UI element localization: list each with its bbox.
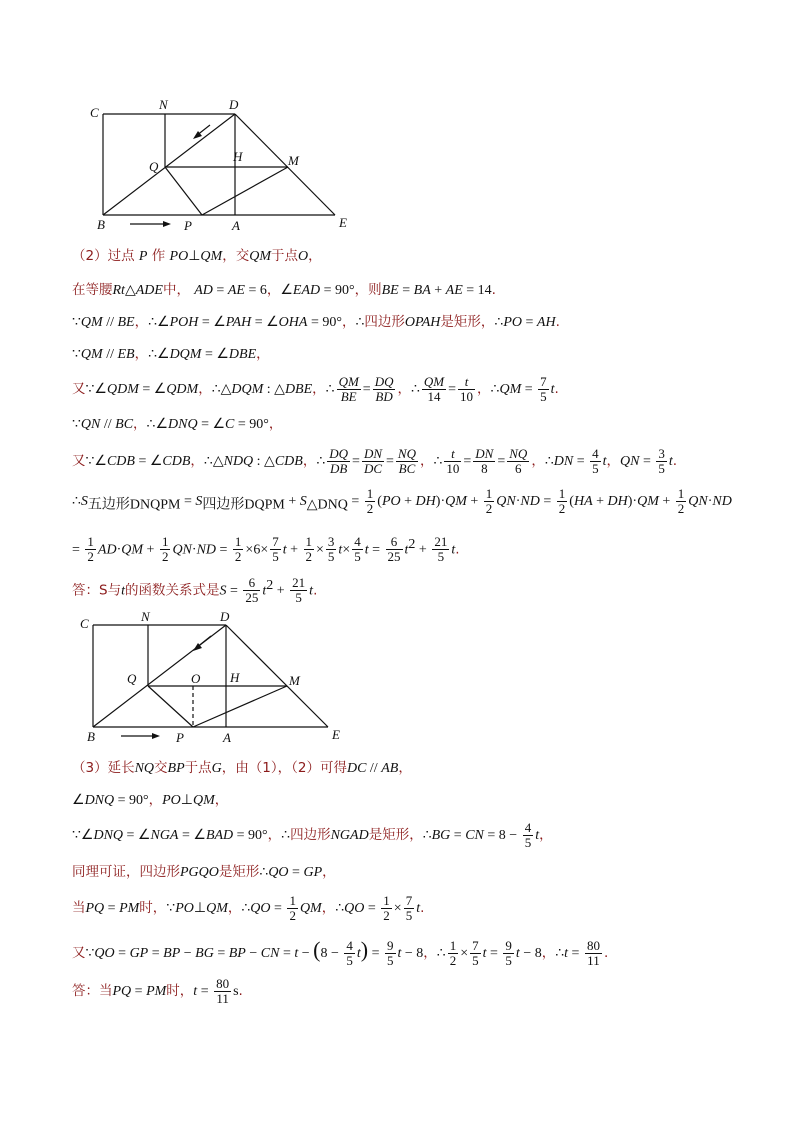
label-Q: Q (149, 159, 159, 174)
part3-line2: ∠DNQ = 90°，PO⊥QM， (72, 792, 229, 808)
label-P: P (176, 730, 184, 745)
label-A: A (223, 730, 231, 745)
part3-line3: ∵∠DNQ = ∠NGA = ∠BAD = 90°，∴四边形NGAD是矩形，∴BG = CN = 8 − $\frac{4}{5}$ t， (72, 819, 553, 850)
part2-line5: 又∵∠QDM = ∠QDM，∴△DQM : △DBE，∴ $\frac{QM}{BE}$ = $\frac{DQ}{BD}$ ，∴ $\frac{QM}{14}$ = $\frac{t}{10}$ ，∴QM = $\frac{7}{5}$ t. (72, 373, 559, 404)
label-E: E (332, 727, 340, 742)
label-E: E (339, 215, 347, 230)
label-H: H (233, 149, 243, 164)
label-D: D (220, 609, 230, 624)
label-H: H (230, 670, 240, 685)
label-B: B (87, 729, 95, 744)
part2-line7: 又∵∠CDB = ∠CDB，∴△NDQ : △CDB，∴ $\frac{DQ}{DB}$ = $\frac{DN}{DC}$ = $\frac{NQ}{BC}$ ，∴ $\frac{t}{10}$ = $\frac{DN}{8}$ = $\frac{NQ}{6}$ ，∴DN = $\frac{4}{5}$ t，QN = $\frac{3}{5}$ t. (72, 445, 678, 476)
part2-answer: 答：S与t的函数关系式是S = $\frac{6}{25}$ $t^2$ + $\frac{21}{5}$ t. (72, 575, 318, 605)
part3-line1: （3）延长NQ交BP于点G，由（1），（2）可得DC // AB， (72, 760, 412, 776)
label-M: M (289, 673, 300, 688)
label-P: P (184, 218, 192, 233)
part3-line5: 当PQ = PM时，∵PO⊥QM，∴QO = $\frac{1}{2}$ QM，∴QO = $\frac{1}{2}$ × $\frac{7}{5}$ t. (72, 892, 425, 923)
part2-line1: （2）过点 P 作 PO⊥QM，交QM于点O， (72, 248, 322, 264)
part2-line6: ∵QN // BC，∴∠DNQ = ∠C = 90°， (72, 416, 283, 432)
part2-line2: 在等腰Rt△ADE中， AD = AE = 6，∠EAD = 90°，则BE = BA + AE = 14. (72, 282, 496, 298)
label-D: D (229, 97, 239, 112)
label-M: M (288, 153, 299, 168)
figure-1 (80, 95, 370, 235)
label-A: A (232, 218, 240, 233)
part3-line4: 同理可证，四边形PGQO是矩形∴QO = GP， (72, 864, 336, 880)
part3-answer: 答：当PQ = PM时，t = $\frac{80}{11}$ s. (72, 975, 243, 1006)
figure-1-svg (80, 95, 370, 235)
label-Q: Q (127, 671, 137, 686)
part2-line8: $\therefore S_{五边形DNQPM} = S_{四边形DQPM} + S_{\triangle DNQ}$ = $\frac{1}{2}$ (PO + DH)·QM + $\frac{1}{2}$ QN·ND = $\frac{1}{2}$ (HA + DH)·QM + $\frac{1}{2}$ QN·ND (72, 485, 732, 516)
part2-line4: ∵QM // EB，∴∠DQM = ∠DBE， (72, 346, 270, 362)
part2-line9: = $\frac{1}{2}$ AD·QM + $\frac{1}{2}$ QN·ND = $\frac{1}{2}$ ×6× $\frac{7}{5}$ t + $\frac{1}{2}$ × $\frac{3}{5}$ t× $\frac{4}{5}$ t = $\frac{6}{25}$ $t^2$ + $\frac{21}{5}$ t. (72, 534, 460, 564)
label-N: N (159, 97, 168, 112)
part3-line6: 又∵QO = GP = BP − BG = BP − CN = t − (8 − $\frac{4}{5}$ t) = $\frac{9}{5}$ t − 8，∴ $\frac{1}{2}$ × $\frac{7}{5}$ t = $\frac{9}{5}$ t − 8，∴t = $\frac{80}{11}$ . (72, 937, 609, 968)
figure-2 (75, 605, 365, 750)
label-C: C (80, 616, 89, 631)
label-B: B (97, 217, 105, 232)
label-C: C (90, 105, 99, 120)
label-O: O (191, 671, 201, 686)
part2-line3: ∵QM // BE，∴∠POH = ∠PAH = ∠OHA = 90°，∴四边形OPAH是矩形，∴PO = AH. (72, 314, 560, 330)
figure-2-svg (75, 605, 365, 750)
label-N: N (141, 609, 150, 624)
